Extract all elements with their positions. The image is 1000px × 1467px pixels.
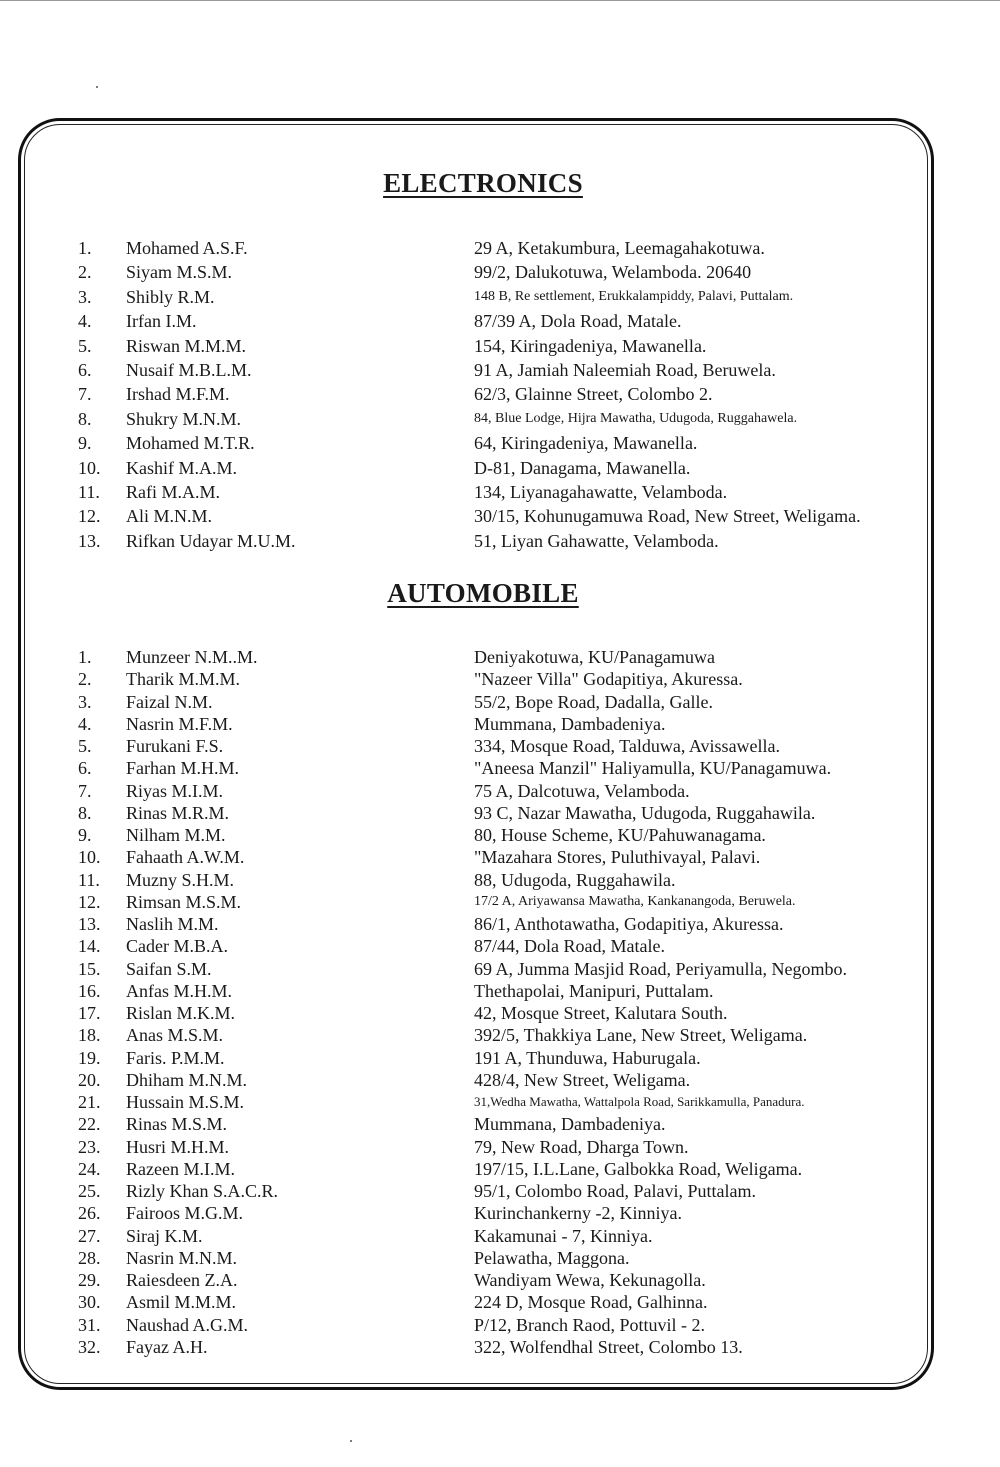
list-item bbox=[0, 1202, 1000, 1224]
item-number: 28. bbox=[78, 1247, 101, 1268]
item-name: Furukani F.S. bbox=[126, 736, 224, 756]
item-address: Mummana, Dambadeniya. bbox=[474, 1114, 666, 1135]
item-number: 20. bbox=[78, 1069, 101, 1090]
list-item bbox=[0, 691, 1000, 713]
item-number: 10. bbox=[78, 457, 101, 478]
item-number: 13. bbox=[78, 530, 101, 551]
item-address: 64, Kiringadeniya, Mawanella. bbox=[474, 433, 698, 454]
item-number: 1. bbox=[78, 647, 92, 667]
item-number: 4. bbox=[78, 713, 92, 734]
item-number: 30. bbox=[78, 1292, 101, 1313]
item-number: 5. bbox=[78, 736, 92, 756]
item-address: Mummana, Dambadeniya. bbox=[474, 713, 666, 734]
item-name: Cader M.B.A. bbox=[126, 936, 228, 957]
item-name: Nasrin M.F.M. bbox=[126, 713, 233, 734]
item-number: 1. bbox=[78, 238, 92, 258]
item-address: 30/15, Kohunugamuwa Road, New Street, Weligama. bbox=[474, 506, 861, 527]
item-name: Siraj K.M. bbox=[126, 1225, 203, 1246]
list-item bbox=[0, 846, 1000, 868]
item-address: 95/1, Colombo Road, Palavi, Puttalam. bbox=[474, 1181, 756, 1201]
item-number: 13. bbox=[78, 914, 101, 934]
item-number: 32. bbox=[78, 1336, 101, 1357]
item-number: 18. bbox=[78, 1025, 101, 1046]
item-name: Husri M.H.M. bbox=[126, 1136, 230, 1157]
item-address: 197/15, I.L.Lane, Galbokka Road, Weligama. bbox=[474, 1158, 803, 1179]
top-edge-rule bbox=[0, 0, 1000, 1]
list-item bbox=[0, 1002, 1000, 1024]
item-name: Anas M.S.M. bbox=[126, 1025, 224, 1046]
item-address: 88, Udugoda, Ruggahawila. bbox=[474, 869, 676, 890]
list-item bbox=[0, 383, 1000, 405]
item-address: 428/4, New Street, Weligama. bbox=[474, 1069, 691, 1090]
item-address: 51, Liyan Gahawatte, Velamboda. bbox=[474, 530, 719, 551]
item-address: 87/39 A, Dola Road, Matale. bbox=[474, 311, 682, 332]
item-number: 31. bbox=[78, 1314, 101, 1335]
item-name: Munzeer N.M..M. bbox=[126, 647, 258, 667]
item-number: 27. bbox=[78, 1225, 101, 1246]
item-address: 134, Liyanagahawatte, Velamboda. bbox=[474, 482, 728, 502]
item-address: 69 A, Jumma Masjid Road, Periyamulla, Negombo. bbox=[474, 958, 847, 979]
item-address: 322, Wolfendhal Street, Colombo 13. bbox=[474, 1336, 743, 1357]
item-name: Faizal N.M. bbox=[126, 691, 213, 712]
list-item bbox=[0, 1047, 1000, 1069]
item-name: Rinas M.S.M. bbox=[126, 1114, 228, 1135]
item-address: 148 B, Re settlement, Erukkalampiddy, Palavi, Puttalam. bbox=[474, 288, 794, 304]
list-item bbox=[0, 530, 1000, 552]
item-address: 75 A, Dalcotuwa, Velamboda. bbox=[474, 780, 690, 801]
item-name: Hussain M.S.M. bbox=[126, 1092, 245, 1112]
item-number: 15. bbox=[78, 958, 101, 979]
item-number: 2. bbox=[78, 669, 92, 690]
item-name: Kashif M.A.M. bbox=[126, 457, 237, 478]
item-name: Riswan M.M.M. bbox=[126, 335, 247, 356]
item-name: Rizly Khan S.A.C.R. bbox=[126, 1181, 279, 1201]
item-number: 24. bbox=[78, 1158, 101, 1179]
list-item bbox=[0, 1069, 1000, 1091]
item-address: 80, House Scheme, KU/Pahuwanagama. bbox=[474, 825, 766, 845]
item-name: Siyam M.S.M. bbox=[126, 262, 233, 283]
item-number: 23. bbox=[78, 1136, 101, 1157]
item-name: Rinas M.R.M. bbox=[126, 802, 230, 823]
list-item bbox=[0, 286, 1000, 308]
item-address: 79, New Road, Dharga Town. bbox=[474, 1136, 689, 1157]
item-name: Rislan M.K.M. bbox=[126, 1003, 236, 1023]
item-number: 6. bbox=[78, 758, 92, 779]
item-number: 29. bbox=[78, 1270, 101, 1290]
list-item bbox=[0, 335, 1000, 357]
item-name: Mohamed A.S.F. bbox=[126, 238, 248, 258]
item-address: Kakamunai - 7, Kinniya. bbox=[474, 1225, 653, 1246]
item-address: Wandiyam Wewa, Kekunagolla. bbox=[474, 1270, 706, 1290]
item-number: 3. bbox=[78, 286, 92, 307]
item-number: 8. bbox=[78, 802, 92, 823]
item-address: 91 A, Jamiah Naleemiah Road, Beruwela. bbox=[474, 360, 776, 380]
list-item bbox=[0, 824, 1000, 846]
scan-speck bbox=[350, 1440, 352, 1442]
item-name: Fairoos M.G.M. bbox=[126, 1203, 244, 1224]
item-number: 7. bbox=[78, 780, 92, 801]
list-item bbox=[0, 1225, 1000, 1247]
item-number: 6. bbox=[78, 360, 92, 380]
item-name: Rimsan M.S.M. bbox=[126, 891, 242, 912]
item-number: 11. bbox=[78, 869, 100, 890]
item-address: 191 A, Thunduwa, Haburugala. bbox=[474, 1047, 701, 1068]
list-item bbox=[0, 408, 1000, 430]
list-item bbox=[0, 780, 1000, 802]
item-name: Fahaath A.W.M. bbox=[126, 847, 245, 868]
item-number: 12. bbox=[78, 891, 101, 912]
item-name: Naushad A.G.M. bbox=[126, 1314, 248, 1335]
item-name: Nusaif M.B.L.M. bbox=[126, 360, 252, 380]
list-item bbox=[0, 1336, 1000, 1358]
list-item bbox=[0, 505, 1000, 527]
list-item bbox=[0, 432, 1000, 454]
item-number: 26. bbox=[78, 1203, 101, 1224]
list-item bbox=[0, 935, 1000, 957]
item-name: Muzny S.H.M. bbox=[126, 869, 235, 890]
item-address: 99/2, Dalukotuwa, Welamboda. 20640 bbox=[474, 262, 752, 283]
item-address: P/12, Branch Raod, Pottuvil - 2. bbox=[474, 1314, 705, 1335]
list-item bbox=[0, 237, 1000, 259]
item-name: Farhan M.H.M. bbox=[126, 758, 239, 779]
item-number: 12. bbox=[78, 506, 101, 527]
item-address: "Aneesa Manzil" Haliyamulla, KU/Panagamuwa. bbox=[474, 758, 832, 779]
list-item bbox=[0, 713, 1000, 735]
item-name: Rifkan Udayar M.U.M. bbox=[126, 530, 296, 551]
list-item bbox=[0, 958, 1000, 980]
list-item bbox=[0, 481, 1000, 503]
item-name: Dhiham M.N.M. bbox=[126, 1069, 247, 1090]
item-number: 22. bbox=[78, 1114, 101, 1135]
list-item bbox=[0, 668, 1000, 690]
item-number: 3. bbox=[78, 691, 92, 712]
list-item bbox=[0, 359, 1000, 381]
item-address: 42, Mosque Street, Kalutara South. bbox=[474, 1003, 728, 1023]
item-address: 62/3, Glainne Street, Colombo 2. bbox=[474, 384, 713, 405]
list-item bbox=[0, 891, 1000, 913]
item-address: Pelawatha, Maggona. bbox=[474, 1247, 630, 1268]
scan-speck bbox=[96, 86, 98, 88]
item-number: 17. bbox=[78, 1003, 101, 1023]
item-number: 8. bbox=[78, 408, 92, 429]
item-address: 154, Kiringadeniya, Mawanella. bbox=[474, 335, 707, 356]
item-number: 14. bbox=[78, 936, 101, 957]
item-number: 25. bbox=[78, 1181, 101, 1201]
item-name: Rafi M.A.M. bbox=[126, 482, 220, 502]
item-number: 16. bbox=[78, 980, 101, 1001]
item-name: Shibly R.M. bbox=[126, 286, 215, 307]
item-address: 84, Blue Lodge, Hijra Mawatha, Udugoda, Ruggahawela. bbox=[474, 410, 798, 426]
item-address: Deniyakotuwa, KU/Panagamuwa bbox=[474, 647, 715, 667]
list-item bbox=[0, 757, 1000, 779]
section-heading-automobile: AUTOMOBILE bbox=[387, 578, 579, 608]
item-name: Mohamed M.T.R. bbox=[126, 433, 255, 454]
item-name: Nasrin M.N.M. bbox=[126, 1247, 237, 1268]
list-item bbox=[0, 1291, 1000, 1313]
item-name: Tharik M.M.M. bbox=[126, 669, 240, 690]
item-number: 11. bbox=[78, 482, 100, 502]
list-item bbox=[0, 980, 1000, 1002]
list-item bbox=[0, 1314, 1000, 1336]
item-address: 93 C, Nazar Mawatha, Udugoda, Ruggahawila. bbox=[474, 802, 816, 823]
list-item bbox=[0, 1024, 1000, 1046]
item-name: Asmil M.M.M. bbox=[126, 1292, 237, 1313]
list-item bbox=[0, 1180, 1000, 1202]
item-number: 9. bbox=[78, 825, 92, 845]
list-item bbox=[0, 1136, 1000, 1158]
item-number: 2. bbox=[78, 262, 92, 283]
item-number: 19. bbox=[78, 1047, 101, 1068]
list-item bbox=[0, 1091, 1000, 1113]
item-name: Raiesdeen Z.A. bbox=[126, 1270, 238, 1290]
item-name: Anfas M.H.M. bbox=[126, 980, 232, 1001]
list-item bbox=[0, 869, 1000, 891]
item-address: 31,Wedha Mawatha, Wattalpola Road, Sarikkamulla, Panadura. bbox=[474, 1094, 805, 1109]
item-address: 55/2, Bope Road, Dadalla, Galle. bbox=[474, 691, 713, 712]
item-name: Razeen M.I.M. bbox=[126, 1158, 235, 1179]
item-number: 21. bbox=[78, 1092, 101, 1112]
item-address: Thethapolai, Manipuri, Puttalam. bbox=[474, 980, 714, 1001]
item-name: Nilham M.M. bbox=[126, 825, 226, 845]
section-heading-electronics: ELECTRONICS bbox=[383, 168, 583, 198]
item-address: D-81, Danagama, Mawanella. bbox=[474, 457, 691, 478]
item-number: 4. bbox=[78, 311, 92, 332]
list-item bbox=[0, 1158, 1000, 1180]
list-item bbox=[0, 913, 1000, 935]
item-name: Riyas M.I.M. bbox=[126, 780, 224, 801]
item-address: 224 D, Mosque Road, Galhinna. bbox=[474, 1292, 708, 1313]
list-item bbox=[0, 310, 1000, 332]
item-name: Irshad M.F.M. bbox=[126, 384, 230, 405]
item-name: Irfan I.M. bbox=[126, 311, 197, 332]
item-address: "Mazahara Stores, Puluthivayal, Palavi. bbox=[474, 847, 761, 868]
list-item bbox=[0, 261, 1000, 283]
list-item bbox=[0, 735, 1000, 757]
item-name: Saifan S.M. bbox=[126, 958, 212, 979]
item-name: Ali M.N.M. bbox=[126, 506, 213, 527]
item-address: 29 A, Ketakumbura, Leemagahakotuwa. bbox=[474, 238, 765, 258]
item-number: 10. bbox=[78, 847, 101, 868]
item-address: 86/1, Anthotawatha, Godapitiya, Akuressa. bbox=[474, 914, 784, 934]
list-item bbox=[0, 457, 1000, 479]
list-item bbox=[0, 1269, 1000, 1291]
item-name: Fayaz A.H. bbox=[126, 1336, 208, 1357]
item-name: Naslih M.M. bbox=[126, 914, 219, 934]
item-address: 17/2 A, Ariyawansa Mawatha, Kankanangoda, Beruwela. bbox=[474, 893, 796, 909]
list-item bbox=[0, 1113, 1000, 1135]
item-address: Kurinchankerny -2, Kinniya. bbox=[474, 1203, 682, 1224]
item-name: Shukry M.N.M. bbox=[126, 408, 242, 429]
item-address: 334, Mosque Road, Talduwa, Avissawella. bbox=[474, 736, 781, 756]
list-item bbox=[0, 1247, 1000, 1269]
item-address: "Nazeer Villa" Godapitiya, Akuressa. bbox=[474, 669, 743, 690]
item-address: 87/44, Dola Road, Matale. bbox=[474, 936, 665, 957]
item-number: 7. bbox=[78, 384, 92, 405]
list-item bbox=[0, 802, 1000, 824]
item-name: Faris. P.M.M. bbox=[126, 1047, 225, 1068]
item-address: 392/5, Thakkiya Lane, New Street, Weligama. bbox=[474, 1025, 808, 1046]
list-item bbox=[0, 646, 1000, 668]
item-number: 9. bbox=[78, 433, 92, 454]
item-number: 5. bbox=[78, 335, 92, 356]
